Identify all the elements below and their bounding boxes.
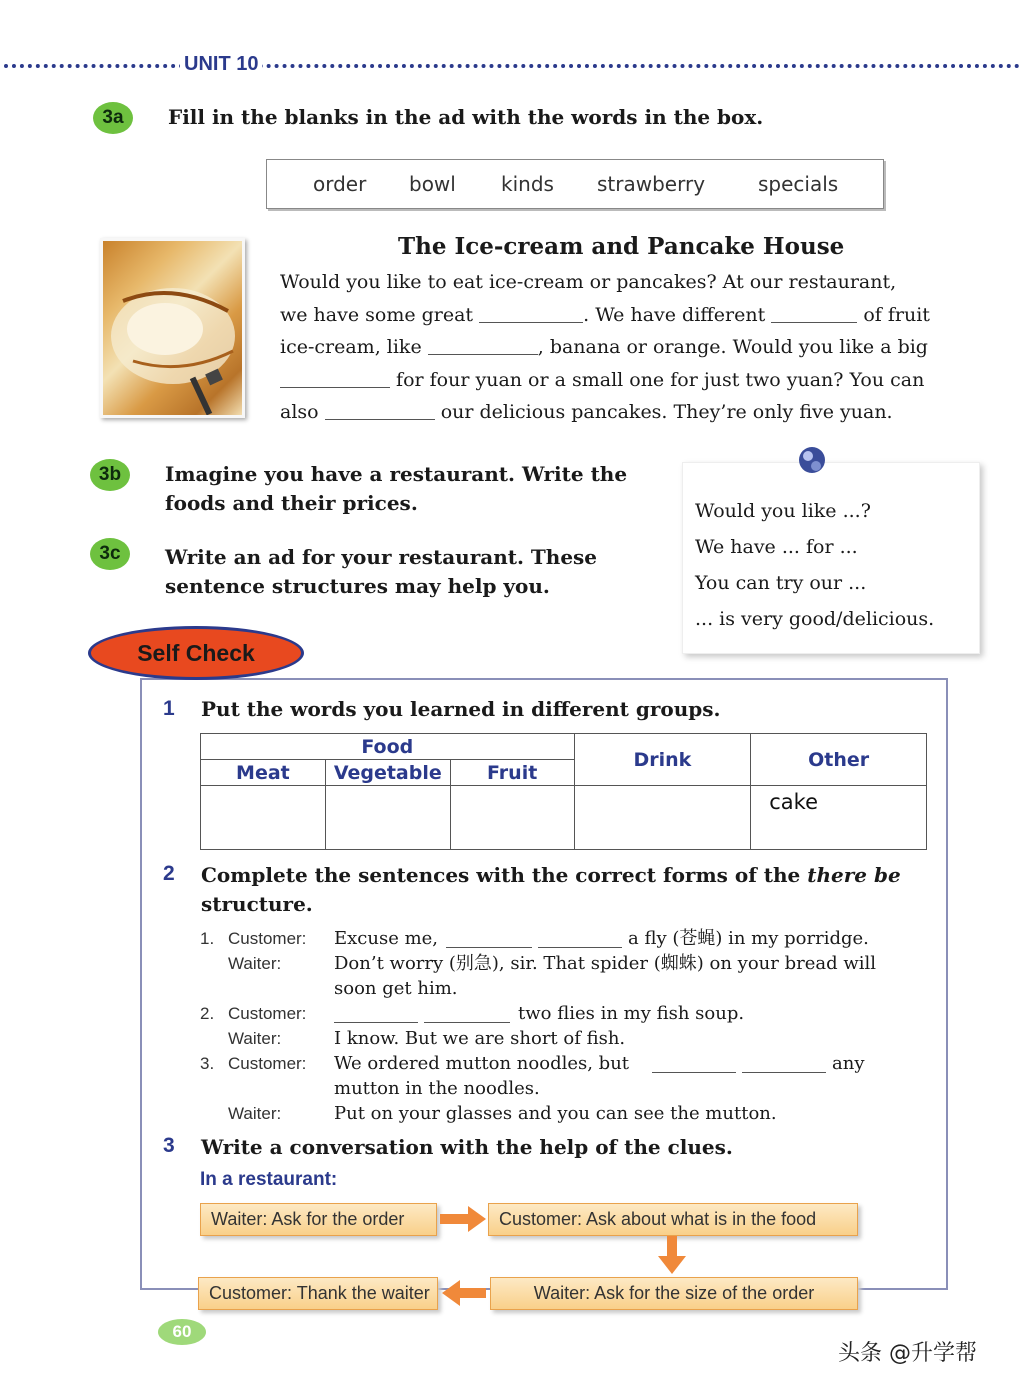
dialogue-line bbox=[200, 976, 930, 1001]
vegetable-cell[interactable] bbox=[325, 786, 450, 850]
question-1-instruction: Put the words you learned in different groups. bbox=[201, 697, 721, 721]
speaker-role: Customer: bbox=[228, 1054, 307, 1073]
word-box-item: specials bbox=[758, 172, 839, 196]
instruction-line: Imagine you have a restaurant. Write the bbox=[165, 462, 628, 486]
dialogue-text: Put on your glasses and you can see the mutton. bbox=[334, 1103, 777, 1124]
instruction-line: sentence structures may help you. bbox=[165, 574, 550, 598]
answer-blank[interactable] bbox=[446, 928, 532, 948]
dialogue-line bbox=[200, 1001, 930, 1026]
answer-blank[interactable] bbox=[428, 335, 538, 355]
answer-blank[interactable] bbox=[538, 928, 622, 948]
unit-label: UNIT 10 bbox=[180, 53, 262, 76]
instruction-emphasis: there be bbox=[807, 863, 901, 887]
ad-text-fragment: , banana or orange. Would you like a big bbox=[537, 336, 928, 358]
instruction-line: Write an ad for your restaurant. These bbox=[165, 545, 598, 569]
speaker-role: Customer: bbox=[228, 929, 307, 948]
ad-line bbox=[280, 266, 980, 299]
drink-header: Drink bbox=[574, 734, 751, 786]
tip-line: You can try our ... bbox=[695, 572, 867, 594]
clue-box: Waiter: Ask for the order bbox=[200, 1203, 437, 1236]
question-3-instruction: Write a conversation with the help of the clues. bbox=[201, 1135, 733, 1159]
speaker-role: Waiter: bbox=[228, 1104, 282, 1123]
question-2-instruction bbox=[201, 861, 921, 919]
sentence-tips-box bbox=[682, 462, 980, 654]
answer-blank[interactable] bbox=[325, 400, 435, 420]
ad-text-fragment: of fruit bbox=[863, 303, 930, 326]
word-groups-table bbox=[200, 733, 927, 850]
dialogue-text: mutton in the noodles. bbox=[334, 1078, 540, 1099]
answer-blank[interactable] bbox=[742, 1053, 826, 1073]
meat-cell[interactable] bbox=[201, 786, 326, 850]
question-2-number: 2 bbox=[163, 862, 175, 885]
exercise-3b-instruction bbox=[165, 460, 627, 518]
dialogue-text: Don’t worry (别急), sir. That spider (蜘蛛) on your bread will bbox=[334, 953, 877, 974]
speaker-role: Customer: bbox=[228, 1004, 307, 1023]
pushpin-icon bbox=[792, 440, 832, 480]
tip-line: We have ... for ... bbox=[695, 536, 858, 558]
ad-text-fragment: ice-cream, like bbox=[280, 336, 422, 358]
dialogue-line bbox=[200, 1076, 930, 1101]
dialogue-line bbox=[200, 926, 930, 951]
arrow-right-icon bbox=[440, 1206, 488, 1232]
dialogue-line bbox=[200, 1026, 930, 1051]
ad-line bbox=[280, 364, 980, 397]
question-3-number: 3 bbox=[163, 1134, 175, 1157]
dialogue-text: Excuse me, bbox=[334, 928, 439, 949]
clue-box: Customer: Ask about what is in the food bbox=[488, 1203, 858, 1236]
word-box-item: order bbox=[313, 172, 367, 196]
word-box-item: bowl bbox=[409, 172, 456, 196]
drink-cell[interactable] bbox=[574, 786, 751, 850]
instruction-text: Complete the sentences with the correct forms of the bbox=[201, 863, 808, 887]
other-cell[interactable] bbox=[751, 786, 927, 850]
ad-line bbox=[280, 331, 980, 364]
fruit-cell[interactable] bbox=[450, 786, 574, 850]
page-number: 60 bbox=[158, 1319, 206, 1345]
ad-text-fragment: . We have different bbox=[583, 303, 766, 326]
question-3-subheading: In a restaurant: bbox=[200, 1169, 338, 1190]
answer-blank[interactable] bbox=[771, 303, 857, 323]
ad-text-fragment: our delicious pancakes. They’re only five yuan. bbox=[440, 401, 893, 423]
speaker-role: Waiter: bbox=[228, 954, 282, 973]
ad-title: The Ice-cream and Pancake House bbox=[398, 233, 845, 260]
instruction-line bbox=[201, 861, 921, 890]
dialogue-text: a fly (苍蝇) in my porridge. bbox=[628, 928, 869, 949]
arrow-left-icon bbox=[440, 1280, 488, 1306]
fruit-header: Fruit bbox=[450, 760, 574, 786]
watermark: 头条 @升学帮 bbox=[838, 1341, 977, 1366]
answer-blank[interactable] bbox=[334, 1003, 418, 1023]
self-check-title: Self Check bbox=[88, 626, 304, 680]
dialogue-text: soon get him. bbox=[334, 978, 458, 999]
item-number: 3. bbox=[200, 1054, 215, 1073]
tip-line: ... is very good/delicious. bbox=[695, 608, 935, 630]
word-box-item: strawberry bbox=[597, 172, 706, 196]
ad-text-fragment: Would you like to eat ice-cream or pancakes? At our restaurant, bbox=[280, 271, 897, 293]
pancake-illustration bbox=[103, 241, 245, 418]
ad-text-fragment: also bbox=[280, 401, 319, 423]
ad-text-fragment: we have some great bbox=[280, 303, 474, 326]
header-dotted-rule bbox=[4, 64, 1020, 68]
dialogue-text: two flies in my fish soup. bbox=[518, 1003, 745, 1024]
exercise-3b-badge: 3b bbox=[90, 459, 130, 491]
answer-blank[interactable] bbox=[479, 303, 583, 323]
dialogue-text: I know. But we are short of fish. bbox=[334, 1028, 626, 1049]
ad-line bbox=[280, 396, 980, 429]
dialogue-line bbox=[200, 951, 930, 976]
other-header: Other bbox=[751, 734, 927, 786]
clue-box: Customer: Thank the waiter bbox=[198, 1277, 438, 1310]
dialogue-text: We ordered mutton noodles, but bbox=[334, 1053, 630, 1074]
question-1-number: 1 bbox=[163, 697, 175, 720]
arrow-down-icon bbox=[658, 1236, 686, 1276]
exercise-3a-badge: 3a bbox=[93, 102, 133, 134]
word-box bbox=[266, 159, 884, 209]
other-example-word: cake bbox=[769, 790, 818, 814]
clue-box: Waiter: Ask for the size of the order bbox=[490, 1277, 858, 1310]
dialogue-line bbox=[200, 1101, 930, 1126]
exercise-3c-badge: 3c bbox=[90, 538, 130, 570]
exercise-3a-instruction: Fill in the blanks in the ad with the words in the box. bbox=[168, 105, 764, 129]
item-number: 1. bbox=[200, 929, 215, 948]
ad-line bbox=[280, 299, 980, 332]
ad-text bbox=[280, 266, 980, 429]
answer-blank[interactable] bbox=[280, 368, 390, 388]
pancake-photo bbox=[100, 238, 245, 418]
ad-text-fragment: for four yuan or a small one for just two yuan? You can bbox=[396, 368, 925, 391]
tip-line: Would you like ...? bbox=[695, 500, 871, 522]
answer-blank[interactable] bbox=[424, 1003, 510, 1023]
answer-blank[interactable] bbox=[652, 1053, 736, 1073]
exercise-3c-instruction bbox=[165, 543, 597, 601]
dialogue-line bbox=[200, 1051, 930, 1076]
food-header: Food bbox=[201, 734, 575, 760]
meat-header: Meat bbox=[201, 760, 326, 786]
dialogue-text: any bbox=[832, 1053, 865, 1074]
speaker-role: Waiter: bbox=[228, 1029, 282, 1048]
instruction-line: structure. bbox=[201, 892, 313, 916]
item-number: 2. bbox=[200, 1004, 215, 1023]
dialogue-exercise bbox=[200, 926, 930, 1126]
vegetable-header: Vegetable bbox=[325, 760, 450, 786]
instruction-line: foods and their prices. bbox=[165, 491, 418, 515]
word-box-item: kinds bbox=[501, 172, 554, 196]
